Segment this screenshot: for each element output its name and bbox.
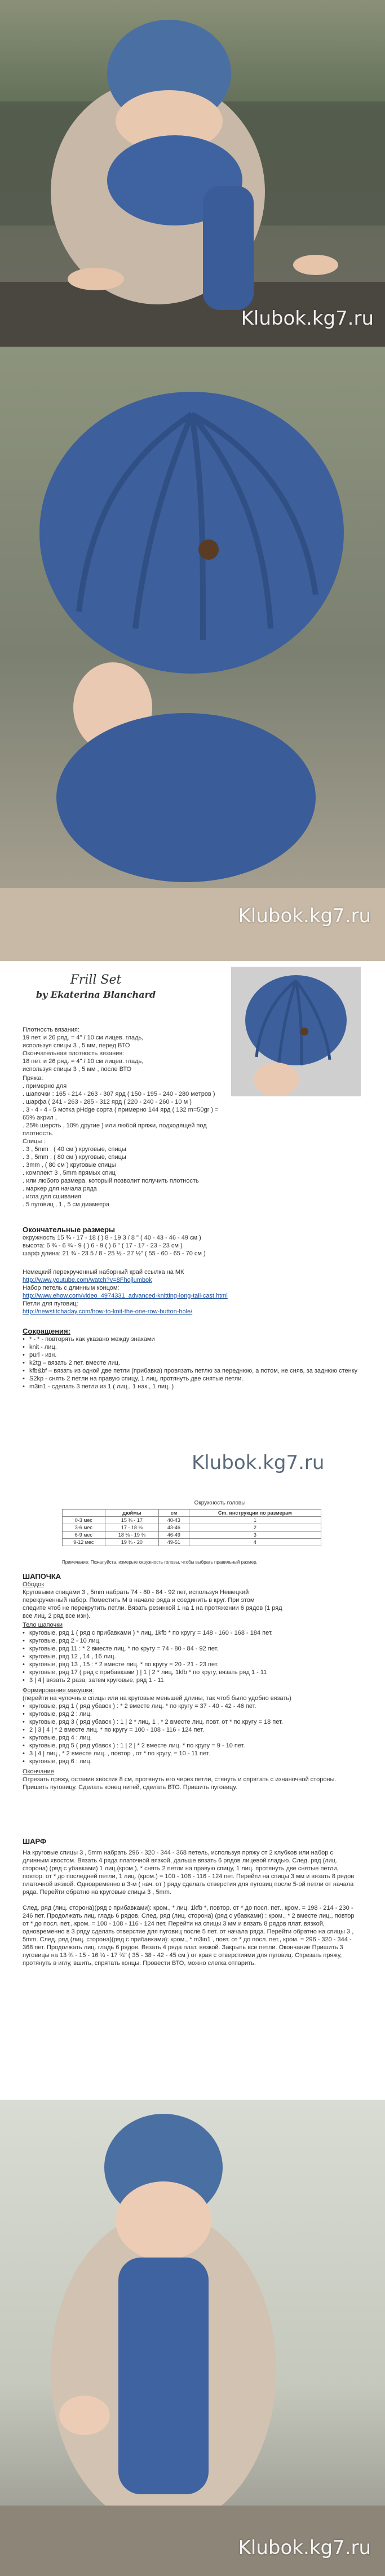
abbrev-item: • m3in1 - сделать 3 петли из 1 ( лиц., 1 нак., 1 лиц. ) bbox=[23, 1383, 361, 1391]
scarf-paragraph-1: На круговые спицы 3 , 5mm набрать 296 - 320 - 344 - 368 петель, используя пряжу от 2 клубков или набор с длинным хвостом. Вязать 4 ряда платочной вязкой, дальше вязать 6 рядов лицевой гладью. След. ряд (лиц. сторона) (ряд с убавками) 1 лиц.(кром.), * снять 2 петли на правую спицу, 1 лиц. протянуть две снятые петли, повтор. от * до последней петли, 1 лиц. (кром.) = 100 - 108 - 116 - 124 пет. Перейти на спицы 3 мм и вязать 8 рядов платочной вязкой. Одновременно в 3-м ( нач. от ) ряду сделать отверстия для пуговиц после 5-ой петли от начала ряда. Перейти обратно на круговые спицы 3 , 5mm. bbox=[23, 1849, 355, 1896]
pattern-title-line2: by Ekaterina Blanchard bbox=[36, 989, 156, 1000]
size-table bbox=[62, 1509, 321, 1546]
needles-line: . 3mm , ( 80 см ) круговые спицы bbox=[23, 1162, 116, 1169]
crown-step: • 2 | 3 | 4 | * 2 вместе лиц. * по кругу = 100 - 108 - 116 - 124 пет. bbox=[23, 1726, 361, 1734]
abbrev-item: • knit - лиц. bbox=[23, 1343, 361, 1351]
hat-block bbox=[23, 1573, 361, 1791]
needles-line: . комплект 3 , 5mm прямых спиц bbox=[23, 1170, 116, 1176]
pattern-section bbox=[0, 961, 385, 2100]
hat-body-step: • 3 | 4 | вязать 2 раза, затем круговые, ряд 1 - 11 bbox=[23, 1676, 361, 1684]
hat-intro-line: Ободок bbox=[23, 1581, 45, 1588]
watermark: Klubok.kg7.ru bbox=[241, 307, 374, 330]
crown-title: Формирование макушки: bbox=[23, 1687, 94, 1694]
table-cell: 6-9 мес bbox=[63, 1532, 105, 1539]
scarf-paragraph-2: След. ряд (лиц. сторона)(ряд с прибавками): кром., * лиц. 1kfb *, повтор. от * до посл. пет., кром. = 198 - 214 - 230 - 246 пет. Продолжать лиц. гладь 6 рядов. След. ряд (лиц. сторона) (ряд с убавками) : кром., * 2 вместе лиц., повтор от * до посл. пет., кром. = 100 - 108 - 116 - 124 пет. Перейти на спицы 3 мм и вязать 8 рядов плат. вязкой, одновременно в 3 ряду сделать отверстие для пуговиц после 5 пет. от начала ряда. Перейти обратно на спицы 3 , 5mm. След. ряд (лиц. сторона)(ряд с прибавками): кром., * m3in1 , повт. от * до посл. пет., кром. = 296 - 320 - 344 - 368 пет. Продолжать лиц. гладь 6 рядов. Вязать 4 ряда плат. вязкой. Закрыть все петли. Окончание Пришить 3 пуговицы на 13 ¾ - 15 - 16 ¼ - 17 ¾" ( 35 - 38 - 42 - 45 см ) от края с отверстиями для пуговиц. Отрезать пряжу, протянуть в иглу, вшить, спрятать концы. Провести ВТО, можно слегка отпарить. bbox=[23, 1905, 355, 1967]
gauge-block bbox=[23, 1026, 225, 1209]
crown-step: • 3 | 4 | лиц., * 2 вместе лиц. , повтор , от * по кругу, = 10 - 11 пет. bbox=[23, 1750, 361, 1758]
table-cell: 19 ⅜ - 20 bbox=[105, 1539, 158, 1546]
abbrev-item: • purl - изн. bbox=[23, 1351, 361, 1359]
scarf-block bbox=[23, 1838, 361, 1967]
gauge-line: 18 пет. и 26 ряд. = 4" / 10 см лицев. гладь, bbox=[23, 1058, 144, 1065]
link-long-tail-cast[interactable]: http://www.ehow.com/video_4974331_advanced-knitting-long-tail-cast.html bbox=[23, 1293, 228, 1299]
abbrev-item: • k2tg – вязать 2 пет. вместе лиц. bbox=[23, 1359, 361, 1367]
crown-step: • круговые, ряд 4 : лиц. bbox=[23, 1734, 361, 1742]
table-row bbox=[63, 1524, 321, 1532]
gauge-line: 19 пет. и 26 ряд. = 4" / 10 см лицев. гладь, bbox=[23, 1034, 144, 1041]
gauge-line: Окончательная плотность вязания: bbox=[23, 1050, 125, 1057]
links-block bbox=[23, 1268, 338, 1316]
gauge-line: Плотность вязания: bbox=[23, 1026, 79, 1033]
abbrev-block bbox=[23, 1327, 361, 1391]
table-cell: 40-43 bbox=[159, 1517, 189, 1524]
table-header-cell bbox=[63, 1510, 105, 1517]
link-buttonhole[interactable]: http://newstitchaday.com/how-to-knit-the-one-row-button-hole/ bbox=[23, 1308, 193, 1315]
yarn-line: . шапочки : 165 - 214 - 263 - 307 ярд ( 150 - 195 - 240 - 280 метров ) bbox=[23, 1091, 215, 1097]
pattern-hat-photo bbox=[231, 967, 361, 1096]
hat-body-step: • круговые, ряд 13 , 15 : * 2 вместе лиц. * по кругу = 20 - 21 - 23 пет. bbox=[23, 1661, 361, 1668]
needles-line: . игла для сшивания bbox=[23, 1193, 81, 1200]
needles-line: Спицы : bbox=[23, 1138, 46, 1145]
hat-body-step: • круговые, ряд 17 ( ряд с прибавками ) | 1 | 2 * лиц, 1kfb * по кругу, вязать ряд 1 - 11 bbox=[23, 1668, 361, 1676]
abbrev-item: • kfb&bf – вязать из одной две петли (прибавка) провязать петлю за переднюю, а потом, не сняв, за заднюю стенку bbox=[23, 1367, 361, 1375]
crown-step: • круговые, ряд 1 ( ряд убавок ) : * 2 вместе лиц. * по кругу = 37 - 40 - 42 - 46 пет. bbox=[23, 1702, 361, 1710]
needles-line: . маркер для начала ряда bbox=[23, 1185, 97, 1192]
photo-child-hat-scarf-top bbox=[0, 0, 385, 347]
hat-intro-line: следите чтоб не перекрутить петли. Вязать резинкой 1 на 1 на протяжении 6 рядов (1 ряд bbox=[23, 1605, 282, 1612]
link-label: Набор петель с длинным концом: bbox=[23, 1285, 120, 1291]
abbrev-item: • * - * - повторять как указано между знаками bbox=[23, 1335, 361, 1343]
finish-title: Окончание bbox=[23, 1768, 54, 1775]
photo-3-image bbox=[0, 2100, 385, 2576]
table-cell: 49-51 bbox=[159, 1539, 189, 1546]
table-cell: 2 bbox=[189, 1524, 321, 1532]
needles-line: . 5 пуговиц , 1 , 5 см диаметра bbox=[23, 1201, 109, 1208]
sizes-line: шарф длина: 21 ¾ - 23 5 / 8 - 25 ½ - 27 ½" ( 55 - 60 - 65 - 70 см ) bbox=[23, 1250, 206, 1257]
table-header-cell: см bbox=[159, 1510, 189, 1517]
table-note: Примечание: Пожалуйста, измерьте окружность головы, чтобы выбрать правильный размер. bbox=[62, 1560, 258, 1565]
crown-step: • круговые, ряд 6 : лиц. bbox=[23, 1758, 361, 1765]
table-row bbox=[63, 1539, 321, 1546]
sizes-line: высота: 6 ¾ - 6 ¾ - 9 ( ) 6 - 9 ( ) 6 " ( 17 - 17 - 23 - 23 см ) bbox=[23, 1242, 183, 1249]
photo-child-scarf-bottom bbox=[0, 2100, 385, 2576]
abbrev-title: Сокращения: bbox=[23, 1327, 70, 1335]
crown-step: • круговые, ряд 3 ( ряд убавок ) : 1 | 2 * лиц, 1 , * 2 вместе лиц. повт. от * по кругу = 18 пет. bbox=[23, 1718, 361, 1726]
gauge-line: используя спицы 3 , 5 мм, перед ВТО bbox=[23, 1042, 130, 1049]
needles-line: . 3 , 5mm , ( 80 см ) круговые, спицы bbox=[23, 1154, 126, 1161]
abbrev-item: • S2kp - снять 2 петли на правую спицу, 1 лиц. протянуть две снятые петли. bbox=[23, 1375, 361, 1383]
table-cell: 4 bbox=[189, 1539, 321, 1546]
table-cell: 18 ⅛ - 19 ⅜ bbox=[105, 1532, 158, 1539]
hat-body-step: • круговые, ряд 11 : * 2 вместе лиц. * по кругу = 74 - 80 - 84 - 92 пет. bbox=[23, 1645, 361, 1653]
photo-hat-closeup bbox=[0, 347, 385, 961]
yarn-line: . 25% шерсть , 10% другие ) или любой пряжи, подходящей под плотность. bbox=[23, 1122, 207, 1137]
crown-step: • круговые, ряд 2 : лиц. bbox=[23, 1710, 361, 1718]
yarn-line: . примерно для bbox=[23, 1083, 67, 1090]
pattern-title bbox=[23, 972, 169, 1002]
needles-line: . 3 , 5mm , ( 40 см ) круговые, спицы bbox=[23, 1146, 126, 1153]
table-cell: 43-46 bbox=[159, 1524, 189, 1532]
table-title: Окружность головы bbox=[194, 1500, 246, 1506]
crown-intro: (перейти на чулочные спицы или на круговые меньшей длины, так чтоб было удобно вязать) bbox=[23, 1695, 291, 1702]
hat-intro-line: все лиц, 2 ряд все изн). bbox=[23, 1613, 91, 1619]
table-cell: 9-12 мес bbox=[63, 1539, 105, 1546]
yarn-line: Пряжа: bbox=[23, 1075, 43, 1082]
crown-step: • круговые, ряд 5 ( ряд убавок ) : 1 | 2 | * 2 вместе лиц. * по кругу = 9 - 10 пет. bbox=[23, 1742, 361, 1750]
hat-body-step: • круговые, ряд 12 , 14 , 16 лиц. bbox=[23, 1653, 361, 1661]
sizes-line: окружность 15 ¾ - 17 - 18 ( ) 8 - 19 3 / 8 " ( 40 - 43 - 46 - 49 см ) bbox=[23, 1234, 201, 1241]
photo-1-image bbox=[0, 0, 385, 347]
table-row bbox=[63, 1532, 321, 1539]
table-cell: 17 - 18 ⅛ bbox=[105, 1524, 158, 1532]
finish-text: Отрезать пряжу, оставив хвостик 8 см, протянуть его через петли, стянуть и спрятать с изнаночной стороны. Пришить пуговицу. Сделать конец нитей, сделать ВТО. Пришить пуговицу. bbox=[23, 1776, 337, 1791]
needles-line: . или любого размера, который позволит получить плотность bbox=[23, 1178, 199, 1184]
table-cell: 1 bbox=[189, 1517, 321, 1524]
watermark: Klubok.kg7.ru bbox=[192, 1451, 325, 1474]
hat-body-title: Тело шапочки bbox=[23, 1622, 63, 1628]
table-row bbox=[63, 1517, 321, 1524]
hat-intro-line: перекрученный набор. Поместить М в начале ряда и соединить в круг. При этом bbox=[23, 1597, 255, 1604]
scarf-title: ШАРФ bbox=[23, 1837, 47, 1845]
pattern-title-line1: Frill Set bbox=[70, 973, 122, 987]
table-header-cell: дюймы bbox=[105, 1510, 158, 1517]
link-label: Петли для пуговиц: bbox=[23, 1300, 78, 1307]
yarn-line: . шарфа ( 241 - 263 - 285 - 312 ярд ( 220 - 240 - 260 - 10 м ) bbox=[23, 1099, 192, 1105]
table-cell: 46-49 bbox=[159, 1532, 189, 1539]
link-label: Немецкий перекрученный наборный край ссылка на МК bbox=[23, 1269, 184, 1276]
hat-body-step: • круговые, ряд 2 - 10 лиц. bbox=[23, 1637, 361, 1645]
table-header-cell: Cm. инструкции по размерам bbox=[189, 1510, 321, 1517]
sizes-block bbox=[23, 1226, 338, 1258]
yarn-line: . 3 - 4 - 4 - 5 мотка pHdge сорта ( примерно 144 ярд ( 132 m=50gr ) = 65% акрил , bbox=[23, 1106, 219, 1121]
hat-title: ШАПОЧКА bbox=[23, 1572, 61, 1581]
table-cell: 3-6 мес bbox=[63, 1524, 105, 1532]
watermark: Klubok.kg7.ru bbox=[238, 905, 371, 927]
table-cell: 15 ¾ - 17 bbox=[105, 1517, 158, 1524]
watermark: Klubok.kg7.ru bbox=[238, 2537, 371, 2559]
table-cell: 0-3 мес bbox=[63, 1517, 105, 1524]
hat-intro-line: Круговыми спицами 3 , 5mm набрать 74 - 80 - 84 - 92 пет, используя Немецкий bbox=[23, 1589, 249, 1596]
sizes-title: Окончательные размеры bbox=[23, 1225, 116, 1234]
gauge-line: используя спицы 3 , 5 мм , после ВТО bbox=[23, 1066, 132, 1073]
link-german-cast-on[interactable]: http://www.youtube.com/watch?v=8Fhojlumbok bbox=[23, 1277, 152, 1283]
table-cell: 3 bbox=[189, 1532, 321, 1539]
table-header-row bbox=[63, 1510, 321, 1517]
hat-body-step: • круговые, ряд 1 ( ряд с прибавками ) * лиц, 1kfb * по кругу = 148 - 160 - 168 - 184 пет. bbox=[23, 1629, 361, 1637]
photo-2-image bbox=[0, 347, 385, 961]
